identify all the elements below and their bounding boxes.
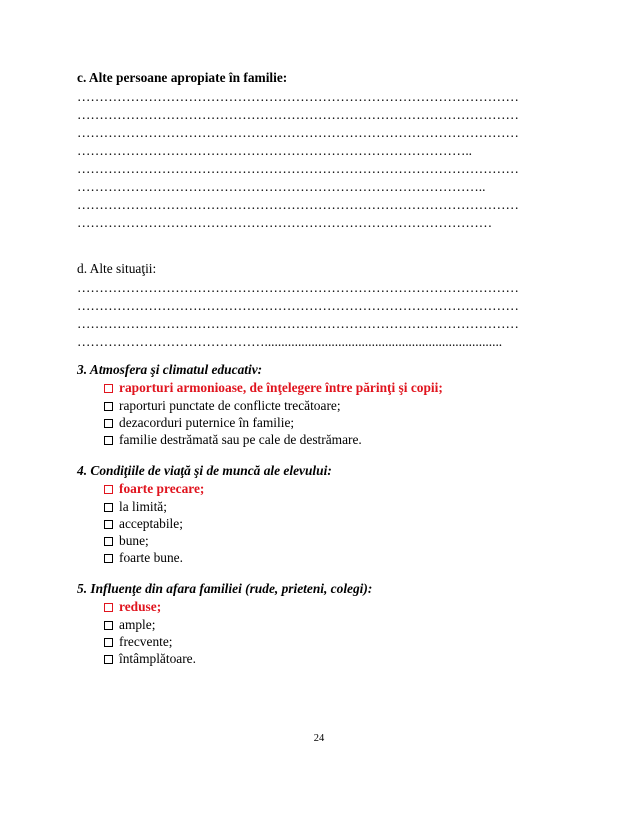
option-label: la limită; (119, 499, 167, 514)
option-intamplatoare[interactable] (104, 651, 196, 667)
option-acceptabile[interactable] (104, 516, 183, 532)
option-bune[interactable] (104, 533, 149, 549)
section-d-dotted-line: ……………………………………....................................................................... (77, 334, 503, 349)
checkbox-icon[interactable] (104, 603, 113, 612)
section-5-title: 5. Influenţe din afara familiei (rude, prieteni, colegi): (77, 581, 373, 596)
checkbox-icon[interactable] (104, 655, 113, 664)
option-label: familie destrămată sau pe cale de destrămare. (119, 432, 362, 447)
option-label: frecvente; (119, 634, 173, 649)
option-label: foarte precare; (119, 481, 205, 496)
option-foarte-bune[interactable] (104, 550, 183, 566)
option-reduse[interactable] (104, 599, 161, 615)
option-label: acceptabile; (119, 516, 183, 531)
option-conflicte[interactable] (104, 398, 341, 414)
option-la-limita[interactable] (104, 499, 167, 515)
section-c-dotted-line: …………………………………………………………………………….. (77, 143, 473, 158)
section-c-dotted-line: ………………………………………………………………………………… (77, 215, 493, 230)
option-ample[interactable] (104, 617, 155, 633)
checkbox-icon[interactable] (104, 554, 113, 563)
section-3-title: 3. Atmosfera şi climatul educativ: (77, 362, 263, 377)
page-number: 24 (313, 733, 325, 744)
option-label: întâmplătoare. (119, 651, 196, 666)
checkbox-icon[interactable] (104, 537, 113, 546)
section-d-dotted-line: ……………………………………………………………………………………… (77, 280, 519, 295)
checkbox-icon[interactable] (104, 436, 113, 445)
checkbox-icon[interactable] (104, 485, 113, 494)
option-armonioase[interactable] (104, 380, 443, 396)
section-c-dotted-line: ……………………………………………………………………………………… (77, 197, 519, 212)
checkbox-icon[interactable] (104, 384, 113, 393)
checkbox-icon[interactable] (104, 520, 113, 529)
option-dezacorduri[interactable] (104, 415, 294, 431)
section-c-dotted-line: ……………………………………………………………………………………… (77, 125, 519, 140)
option-label: ample; (119, 617, 156, 632)
checkbox-icon[interactable] (104, 503, 113, 512)
section-c-title: c. Alte persoane apropiate în familie: (77, 70, 288, 85)
section-c-dotted-line: ……………………………………………………………………………………… (77, 89, 519, 104)
section-c-dotted-line: ……………………………………………………………………………………… (77, 161, 519, 176)
option-destramata[interactable] (104, 432, 362, 448)
section-4-title: 4. Condiţiile de viaţă şi de muncă ale elevului: (77, 463, 332, 478)
option-label: dezacorduri puternice în familie; (119, 415, 295, 430)
option-label: foarte bune. (119, 550, 183, 565)
checkbox-icon[interactable] (104, 402, 113, 411)
option-frecvente[interactable] (104, 634, 173, 650)
option-label: reduse; (119, 599, 162, 614)
checkbox-icon[interactable] (104, 419, 113, 428)
section-d-title: d. Alte situaţii: (77, 261, 157, 276)
section-d-dotted-line: ……………………………………………………………………………………… (77, 316, 519, 331)
section-c-dotted-line: ……………………………………………………………………………………… (77, 107, 519, 122)
section-c-dotted-line: ……………………………………………………………………………….. (77, 179, 486, 194)
checkbox-icon[interactable] (104, 621, 113, 630)
checkbox-icon[interactable] (104, 638, 113, 647)
option-label: raporturi armonioase, de înţelegere între părinţi şi copii; (119, 380, 443, 395)
option-foarte-precare[interactable] (104, 481, 204, 497)
option-label: bune; (119, 533, 149, 548)
option-label: raporturi punctate de conflicte trecătoare; (119, 398, 341, 413)
section-d-dotted-line: ……………………………………………………………………………………… (77, 298, 519, 313)
